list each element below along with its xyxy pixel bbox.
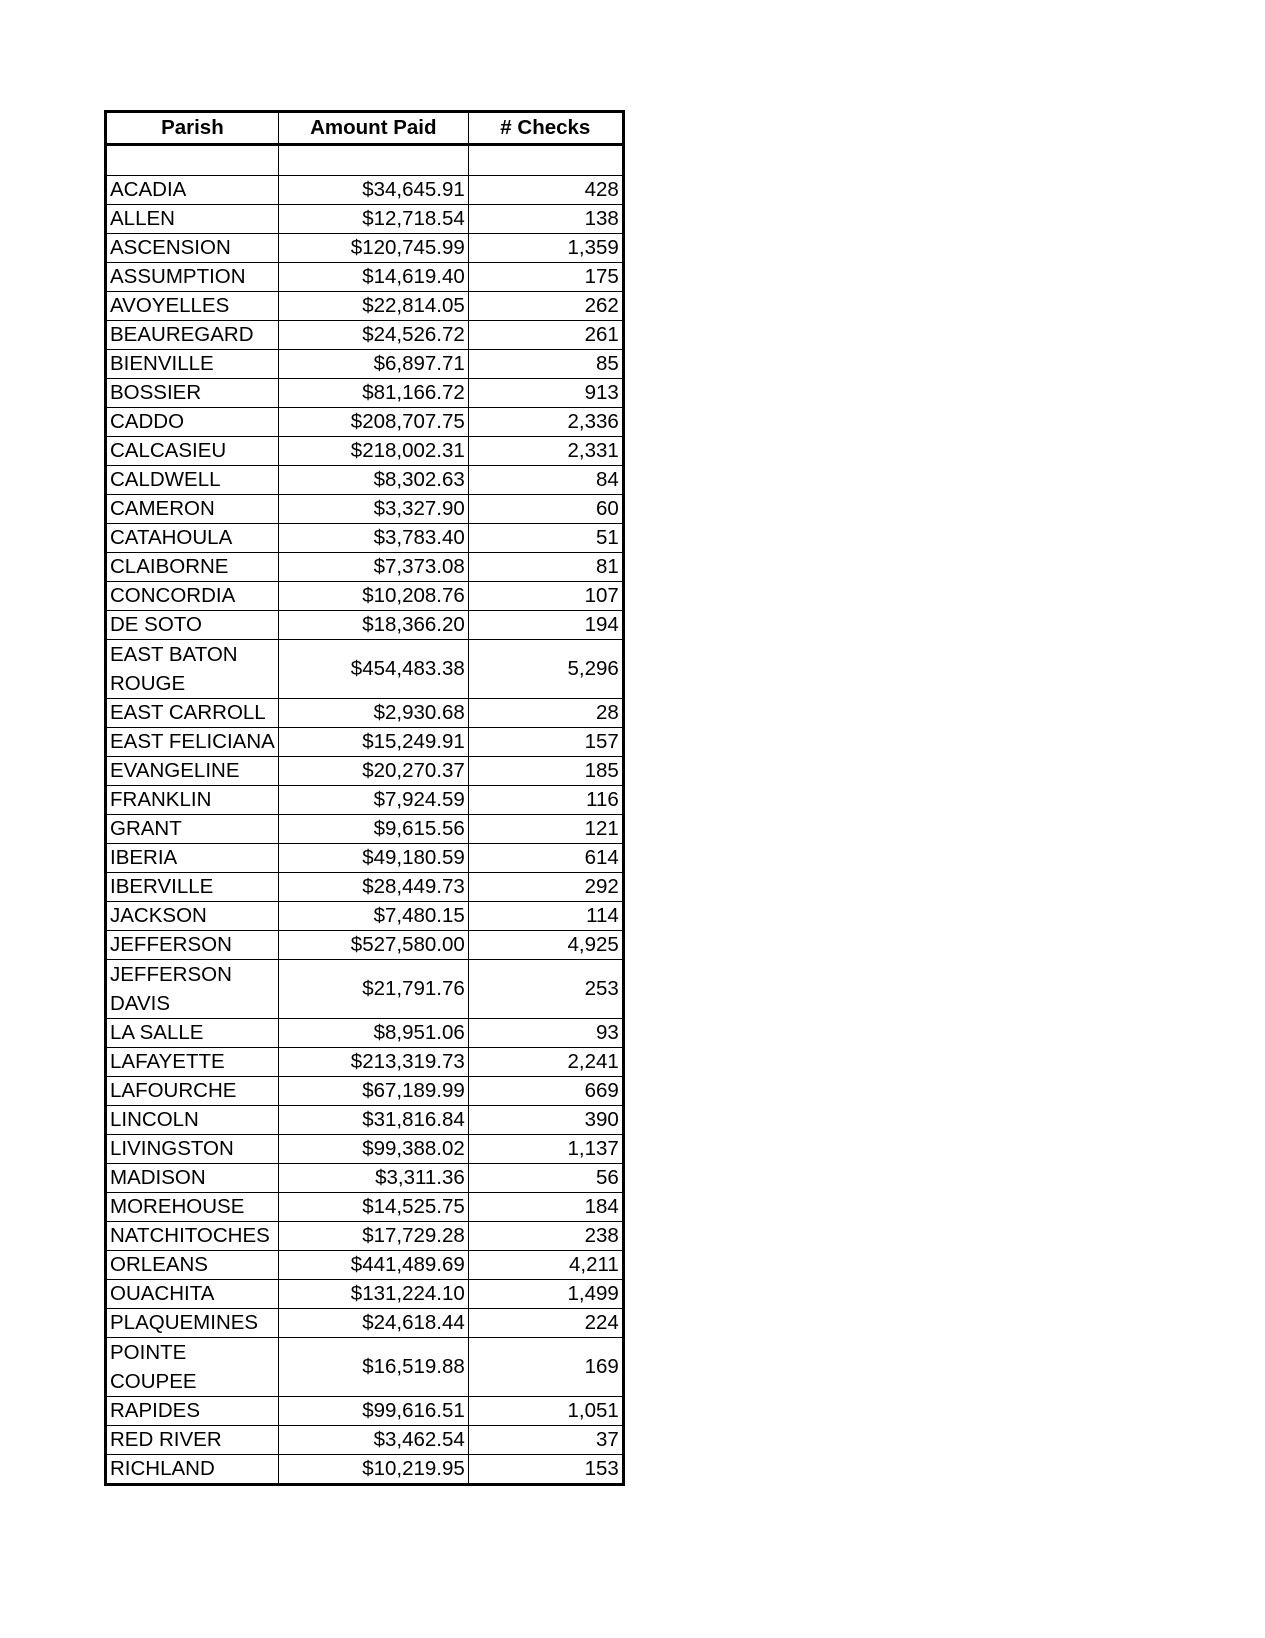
amount-paid-cell: $49,180.59 (278, 844, 468, 873)
amount-paid-cell: $20,270.37 (278, 757, 468, 786)
amount-paid-cell: $8,951.06 (278, 1019, 468, 1048)
table-row (106, 960, 624, 1019)
amount-paid-cell: $213,319.73 (278, 1048, 468, 1077)
parish-cell: MADISON (106, 1164, 279, 1193)
table-header (106, 112, 624, 145)
parish-cell: LINCOLN (106, 1106, 279, 1135)
checks-cell: 51 (468, 524, 623, 553)
parish-cell: LAFOURCHE (106, 1077, 279, 1106)
amount-paid-cell: $3,462.54 (278, 1426, 468, 1455)
parish-cell: PLAQUEMINES (106, 1309, 279, 1338)
amount-paid-cell: $218,002.31 (278, 437, 468, 466)
parish-cell: OUACHITA (106, 1280, 279, 1309)
column-header-parish: Parish (106, 112, 279, 145)
checks-cell: 185 (468, 757, 623, 786)
parish-cell: CLAIBORNE (106, 553, 279, 582)
amount-paid-cell: $28,449.73 (278, 873, 468, 902)
amount-paid-cell: $24,526.72 (278, 321, 468, 350)
parish-cell: BIENVILLE (106, 350, 279, 379)
parish-cell: ALLEN (106, 205, 279, 234)
parish-cell: CONCORDIA (106, 582, 279, 611)
checks-cell: 56 (468, 1164, 623, 1193)
parish-cell: CAMERON (106, 495, 279, 524)
amount-paid-cell: $10,208.76 (278, 582, 468, 611)
amount-paid-cell: $8,302.63 (278, 466, 468, 495)
parish-cell: ASCENSION (106, 234, 279, 263)
amount-paid-cell: $67,189.99 (278, 1077, 468, 1106)
table-row (106, 263, 624, 292)
table-row (106, 1135, 624, 1164)
table-row (106, 1164, 624, 1193)
amount-paid-cell: $7,480.15 (278, 902, 468, 931)
parish-cell: IBERVILLE (106, 873, 279, 902)
checks-cell: 1,359 (468, 234, 623, 263)
checks-cell: 292 (468, 873, 623, 902)
table-row (106, 1280, 624, 1309)
parish-cell: DE SOTO (106, 611, 279, 640)
parish-cell: JACKSON (106, 902, 279, 931)
blank-cell (106, 145, 279, 176)
parish-cell: FRANKLIN (106, 786, 279, 815)
checks-cell: 81 (468, 553, 623, 582)
checks-cell: 84 (468, 466, 623, 495)
parish-cell: IBERIA (106, 844, 279, 873)
amount-paid-cell: $99,388.02 (278, 1135, 468, 1164)
table-row (106, 176, 624, 205)
checks-cell: 5,296 (468, 640, 623, 699)
parish-cell: RED RIVER (106, 1426, 279, 1455)
checks-cell: 261 (468, 321, 623, 350)
parish-cell: ACADIA (106, 176, 279, 205)
checks-cell: 194 (468, 611, 623, 640)
table-row (106, 757, 624, 786)
table-row (106, 437, 624, 466)
parish-cell: EVANGELINE (106, 757, 279, 786)
checks-cell: 121 (468, 815, 623, 844)
table-row (106, 640, 624, 699)
checks-cell: 169 (468, 1338, 623, 1397)
checks-cell: 428 (468, 176, 623, 205)
checks-cell: 85 (468, 350, 623, 379)
checks-cell: 175 (468, 263, 623, 292)
amount-paid-cell: $15,249.91 (278, 728, 468, 757)
checks-cell: 4,211 (468, 1251, 623, 1280)
checks-cell: 1,137 (468, 1135, 623, 1164)
parish-cell: BEAUREGARD (106, 321, 279, 350)
parish-cell: AVOYELLES (106, 292, 279, 321)
amount-paid-cell: $10,219.95 (278, 1455, 468, 1485)
amount-paid-cell: $14,619.40 (278, 263, 468, 292)
checks-cell: 4,925 (468, 931, 623, 960)
parish-cell: BOSSIER (106, 379, 279, 408)
amount-paid-cell: $454,483.38 (278, 640, 468, 699)
table-row (106, 321, 624, 350)
checks-cell: 153 (468, 1455, 623, 1485)
checks-cell: 253 (468, 960, 623, 1019)
amount-paid-cell: $3,311.36 (278, 1164, 468, 1193)
amount-paid-cell: $12,718.54 (278, 205, 468, 234)
amount-paid-cell: $7,373.08 (278, 553, 468, 582)
table-row (106, 582, 624, 611)
checks-cell: 184 (468, 1193, 623, 1222)
parish-cell: ORLEANS (106, 1251, 279, 1280)
table-row (106, 699, 624, 728)
table-row (106, 844, 624, 873)
checks-cell: 262 (468, 292, 623, 321)
amount-paid-cell: $9,615.56 (278, 815, 468, 844)
table-row (106, 873, 624, 902)
table-row (106, 524, 624, 553)
parish-cell: CALDWELL (106, 466, 279, 495)
checks-cell: 157 (468, 728, 623, 757)
column-header-checks: # Checks (468, 112, 623, 145)
table-row (106, 1077, 624, 1106)
table-row (106, 815, 624, 844)
checks-cell: 2,241 (468, 1048, 623, 1077)
table-row (106, 1251, 624, 1280)
amount-paid-cell: $17,729.28 (278, 1222, 468, 1251)
amount-paid-cell: $16,519.88 (278, 1338, 468, 1397)
parish-cell: LIVINGSTON (106, 1135, 279, 1164)
parish-cell: GRANT (106, 815, 279, 844)
checks-cell: 60 (468, 495, 623, 524)
checks-cell: 28 (468, 699, 623, 728)
amount-paid-cell: $3,327.90 (278, 495, 468, 524)
checks-cell: 116 (468, 786, 623, 815)
amount-paid-cell: $2,930.68 (278, 699, 468, 728)
header-row (106, 112, 624, 145)
parish-cell: ASSUMPTION (106, 263, 279, 292)
table-row (106, 1222, 624, 1251)
table-row (106, 205, 624, 234)
amount-paid-cell: $99,616.51 (278, 1397, 468, 1426)
parish-cell: MOREHOUSE (106, 1193, 279, 1222)
checks-cell: 614 (468, 844, 623, 873)
table-row (106, 1048, 624, 1077)
table-row (106, 1193, 624, 1222)
table-row (106, 292, 624, 321)
table-row (106, 1309, 624, 1338)
parish-cell: JEFFERSON (106, 931, 279, 960)
table-row (106, 408, 624, 437)
table-row (106, 1455, 624, 1485)
parish-cell: EAST CARROLL (106, 699, 279, 728)
table-row (106, 1019, 624, 1048)
table-row (106, 495, 624, 524)
table-row (106, 902, 624, 931)
amount-paid-cell: $18,366.20 (278, 611, 468, 640)
amount-paid-cell: $31,816.84 (278, 1106, 468, 1135)
checks-cell: 1,051 (468, 1397, 623, 1426)
checks-cell: 37 (468, 1426, 623, 1455)
checks-cell: 913 (468, 379, 623, 408)
table-row (106, 611, 624, 640)
parish-cell: POINTE COUPEE (106, 1338, 279, 1397)
table-row (106, 553, 624, 582)
parish-cell: EAST BATON ROUGE (106, 640, 279, 699)
checks-cell: 107 (468, 582, 623, 611)
table-row (106, 1397, 624, 1426)
parish-cell: NATCHITOCHES (106, 1222, 279, 1251)
column-header-amount-paid: Amount Paid (278, 112, 468, 145)
checks-cell: 224 (468, 1309, 623, 1338)
blank-row (106, 145, 624, 176)
checks-cell: 93 (468, 1019, 623, 1048)
table-row (106, 1106, 624, 1135)
parish-cell: CALCASIEU (106, 437, 279, 466)
table-row (106, 1426, 624, 1455)
checks-cell: 2,336 (468, 408, 623, 437)
table-row (106, 931, 624, 960)
parish-cell: LAFAYETTE (106, 1048, 279, 1077)
checks-cell: 138 (468, 205, 623, 234)
table-body (106, 145, 624, 1485)
amount-paid-cell: $131,224.10 (278, 1280, 468, 1309)
amount-paid-cell: $7,924.59 (278, 786, 468, 815)
amount-paid-cell: $3,783.40 (278, 524, 468, 553)
table-row (106, 466, 624, 495)
amount-paid-cell: $6,897.71 (278, 350, 468, 379)
checks-cell: 669 (468, 1077, 623, 1106)
checks-cell: 390 (468, 1106, 623, 1135)
table-row (106, 1338, 624, 1397)
parish-cell: RICHLAND (106, 1455, 279, 1485)
amount-paid-cell: $208,707.75 (278, 408, 468, 437)
amount-paid-cell: $441,489.69 (278, 1251, 468, 1280)
blank-cell (468, 145, 623, 176)
amount-paid-cell: $34,645.91 (278, 176, 468, 205)
parish-cell: JEFFERSON DAVIS (106, 960, 279, 1019)
amount-paid-cell: $22,814.05 (278, 292, 468, 321)
amount-paid-cell: $24,618.44 (278, 1309, 468, 1338)
amount-paid-cell: $81,166.72 (278, 379, 468, 408)
amount-paid-cell: $21,791.76 (278, 960, 468, 1019)
parish-cell: CADDO (106, 408, 279, 437)
table-row (106, 350, 624, 379)
parish-cell: CATAHOULA (106, 524, 279, 553)
checks-cell: 1,499 (468, 1280, 623, 1309)
checks-cell: 114 (468, 902, 623, 931)
table-row (106, 234, 624, 263)
checks-cell: 238 (468, 1222, 623, 1251)
amount-paid-cell: $527,580.00 (278, 931, 468, 960)
amount-paid-cell: $120,745.99 (278, 234, 468, 263)
blank-cell (278, 145, 468, 176)
table-row (106, 728, 624, 757)
parish-cell: RAPIDES (106, 1397, 279, 1426)
checks-cell: 2,331 (468, 437, 623, 466)
parish-payments-table (104, 110, 625, 1486)
parish-cell: EAST FELICIANA (106, 728, 279, 757)
parish-cell: LA SALLE (106, 1019, 279, 1048)
amount-paid-cell: $14,525.75 (278, 1193, 468, 1222)
table-row (106, 379, 624, 408)
table-row (106, 786, 624, 815)
